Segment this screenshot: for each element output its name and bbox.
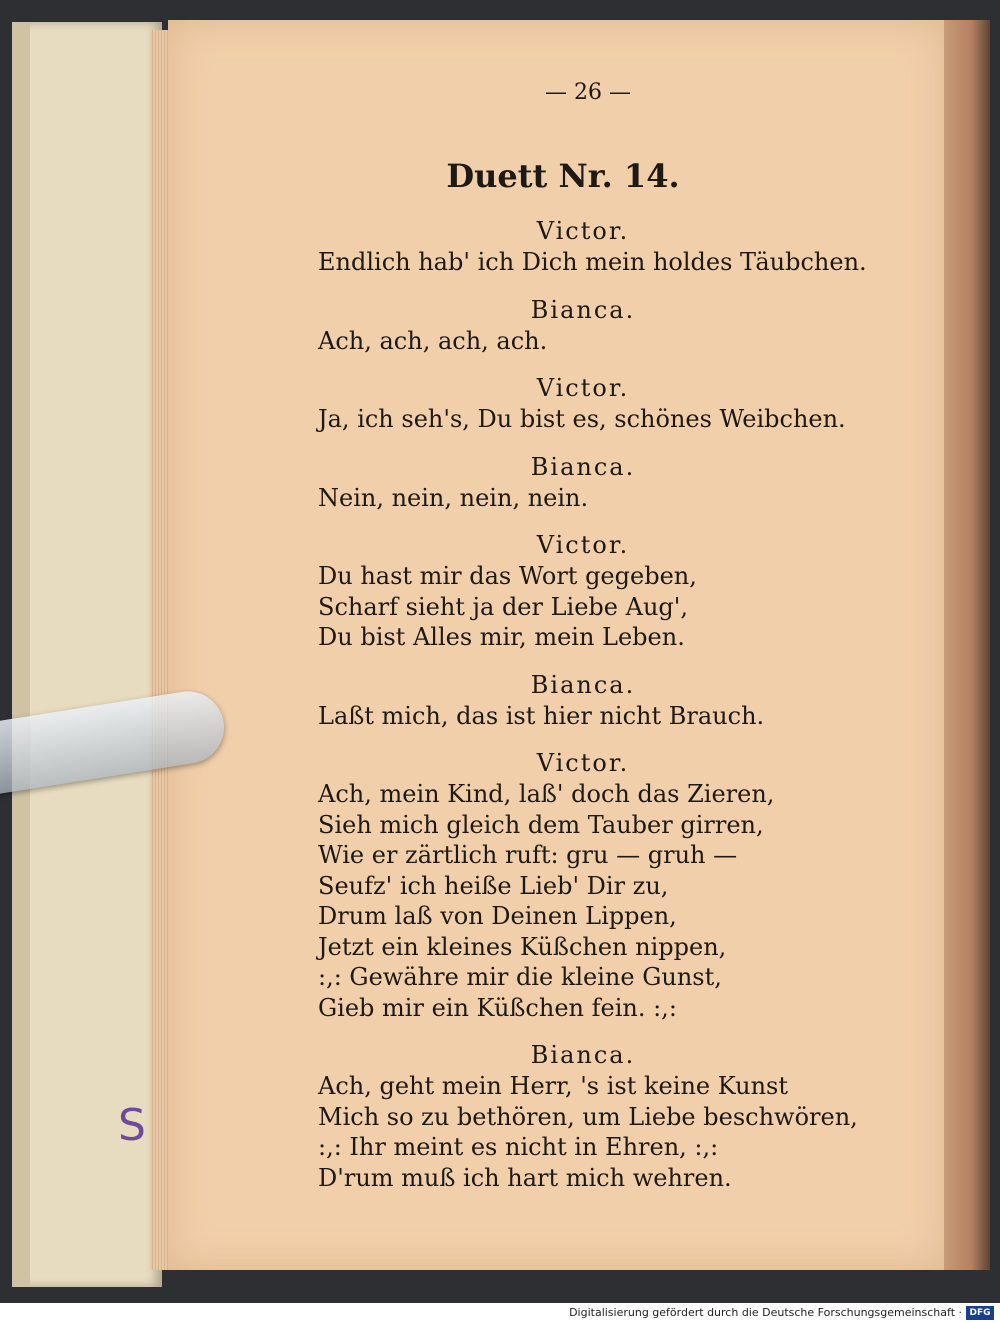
left-page — [12, 22, 162, 1287]
page-text — [318, 80, 867, 1193]
verse-line: Ja, ich seh's, Du bist es, schönes Weibchen. — [318, 405, 846, 433]
speaker-name: Bianca. — [530, 452, 636, 481]
verse-line: Jetzt ein kleines Küßchen nippen, — [318, 932, 727, 961]
speaker-name: Bianca. — [530, 670, 636, 699]
verse-line: Scharf sieht ja der Liebe Aug', — [318, 592, 688, 621]
page-number: — 26 — — [545, 80, 631, 105]
verse-line: Du hast mir das Wort gegeben, — [318, 562, 697, 590]
verse-line: Wie er zärtlich ruft: gru — gruh — — [318, 841, 738, 869]
verse-line: :,: Ihr meint es nicht in Ehren, :,: — [318, 1133, 719, 1161]
verse-line: :,: Gewähre mir die kleine Gunst, — [318, 963, 722, 991]
verse-line: Du bist Alles mir, mein Leben. — [318, 623, 685, 651]
footer-credit: Digitalisierung gefördert durch die Deutsche Forschungsgemeinschaft · — [569, 1306, 962, 1319]
speaker-name: Bianca. — [530, 1041, 636, 1069]
speaker-name: Bianca. — [530, 295, 636, 324]
page-title: Duett Nr. 14. — [446, 157, 680, 195]
speaker-name: Victor. — [536, 749, 630, 777]
speaker-name: Victor. — [536, 531, 630, 559]
dfg-logo: DFG — [966, 1306, 994, 1320]
verse-line: Nein, nein, nein, nein. — [318, 483, 589, 512]
left-page-margin — [12, 22, 30, 1287]
right-page-edge — [944, 20, 990, 1270]
speaker-name: Victor. — [536, 374, 630, 402]
verse-line: Endlich hab' ich Dich mein holdes Täubchen. — [318, 248, 867, 276]
verse-line: Ach, ach, ach, ach. — [318, 326, 548, 355]
verse-line: Mich so zu bethören, um Liebe beschwören, — [318, 1102, 858, 1131]
verse-line: Ach, geht mein Herr, 's ist keine Kunst — [318, 1072, 789, 1100]
verse-line: Seufz' ich heiße Lieb' Dir zu, — [318, 871, 669, 900]
speaker-name: Victor. — [536, 217, 630, 245]
verse-line: Sieh mich gleich dem Tauber girren, — [318, 810, 764, 839]
verse-line: D'rum muß ich hart mich wehren. — [318, 1163, 732, 1192]
verse-line: Gieb mir ein Küßchen fein. :,: — [318, 993, 677, 1022]
verse-line: Ach, mein Kind, laß' doch das Zieren, — [318, 780, 775, 808]
footer-bar — [0, 1303, 1000, 1323]
verse-line: Drum laß von Deinen Lippen, — [318, 902, 677, 930]
verse-line: Laßt mich, das ist hier nicht Brauch. — [318, 701, 765, 730]
library-stamp-letter: S — [118, 1100, 146, 1151]
duet-text — [318, 215, 867, 1193]
